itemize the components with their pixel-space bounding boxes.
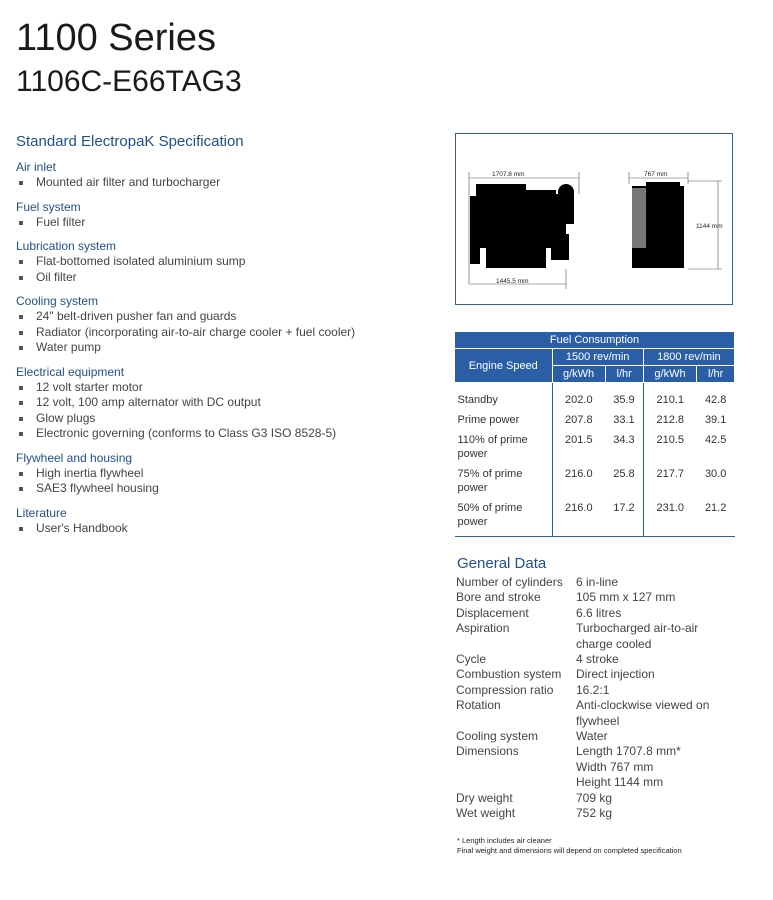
general-data-value: 6.6 litres — [576, 605, 622, 620]
width-dimension-label: 767 mm — [644, 171, 668, 178]
general-data-title: General Data — [457, 555, 547, 572]
general-data-row — [456, 652, 736, 667]
footnote: Final weight and dimensions will depend on completed specification — [457, 845, 682, 855]
general-data-value: 6 in-line — [576, 575, 619, 589]
general-data-value: 709 kg — [576, 790, 613, 805]
general-data-value: Length 1707.8 mm* — [576, 744, 681, 759]
general-data-value: 4 stroke — [576, 652, 619, 667]
fuel-table-row — [455, 430, 735, 464]
spec-section-title: Fuel system — [16, 199, 81, 214]
fuel-value-cell: 42.8 — [704, 394, 727, 406]
general-data-row — [456, 729, 736, 744]
fuel-value-cell: 25.8 — [613, 468, 635, 480]
fuel-row-label: 110% of prime power — [457, 434, 528, 460]
spec-item-list — [16, 215, 436, 231]
engine-diagram-svg — [456, 134, 734, 306]
fuel-table-body — [455, 383, 735, 537]
general-data-value: Anti-clockwise viewed on — [576, 698, 710, 713]
general-data-row — [456, 791, 736, 806]
general-data-key: Combustion system — [456, 667, 562, 682]
spec-list-item: Mounted air filter and turbocharger — [16, 175, 436, 191]
general-data-value: 16.2:1 — [576, 682, 610, 697]
fuel-value-cell: 217.7 — [643, 464, 697, 498]
fuel-table-row — [455, 464, 735, 498]
general-data-value: flywheel — [576, 713, 620, 728]
spec-item-list — [16, 380, 436, 442]
general-data-table — [456, 575, 736, 822]
general-data-key: Compression ratio — [456, 682, 554, 697]
spec-list-item: Glow plugs — [16, 411, 436, 427]
general-data-value: charge cooled — [576, 636, 652, 651]
spec-section-title: Air inlet — [16, 160, 57, 174]
general-data-key — [456, 714, 576, 729]
spec-section-title: Literature — [16, 505, 67, 520]
engine-speed-header: Engine Speed — [455, 349, 553, 383]
general-data-value: Width 767 mm — [576, 759, 654, 774]
speed-1800-header: 1800 rev/min — [643, 349, 734, 366]
general-data-row — [456, 714, 736, 729]
spec-list-item: Flat-bottomed isolated aluminium sump — [16, 254, 436, 270]
engine-diagram — [455, 133, 733, 305]
general-data-value: 752 kg — [576, 806, 613, 821]
fuel-value-cell: 202.0 — [552, 383, 605, 411]
fuel-value-cell: 30.0 — [704, 468, 727, 480]
unit-header: l/hr — [697, 366, 735, 383]
spec-sections — [16, 160, 436, 536]
fuel-value-cell: 21.2 — [697, 498, 735, 537]
fuel-value-cell: 210.1 — [643, 383, 697, 411]
general-data-key: Cycle — [456, 652, 487, 667]
unit-header: g/kWh — [552, 366, 605, 383]
fuel-row-label: Prime power — [457, 414, 520, 426]
fuel-value-cell: 207.8 — [552, 410, 605, 430]
spec-list-item: User's Handbook — [16, 521, 436, 537]
fuel-value-cell: 17.2 — [605, 498, 643, 537]
base-dimension-label: 1445.5 mm — [496, 278, 529, 285]
spec-list-item: 12 volt, 100 amp alternator with DC output — [16, 395, 436, 411]
general-data-key — [456, 637, 576, 652]
general-data-key — [456, 775, 576, 790]
engine-side-view — [470, 184, 574, 268]
spec-list-item: 12 volt starter motor — [16, 380, 436, 396]
fuel-value-cell: 39.1 — [704, 414, 727, 426]
fuel-row-label: Standby — [457, 394, 498, 406]
general-data-key: Wet weight — [456, 806, 516, 821]
spec-list-item: Electronic governing (conforms to Class G3 ISO 8528-5) — [16, 426, 436, 442]
spec-item-list — [16, 175, 436, 191]
general-data-key: Displacement — [456, 605, 529, 620]
general-data-key: Cooling system — [456, 729, 539, 744]
series-title: 1100 Series — [16, 17, 216, 59]
spec-item-list — [16, 521, 436, 537]
general-data-value: Direct injection — [576, 667, 655, 682]
spec-list-item: Radiator (incorporating air-to-air charge cooler + fuel cooler) — [16, 325, 436, 341]
general-data-row — [456, 760, 736, 775]
fuel-table-row — [455, 498, 735, 537]
general-data-value: Water — [576, 729, 608, 744]
unit-header: g/kWh — [643, 366, 697, 383]
fuel-row-label: 75% of prime power — [457, 468, 523, 494]
general-data-row — [456, 806, 736, 821]
spec-list-item: Fuel filter — [16, 215, 436, 231]
spec-heading: Standard ElectropaK Specification — [16, 133, 244, 150]
fuel-value-cell: 216.0 — [552, 498, 605, 537]
fuel-value-cell: 42.5 — [704, 434, 727, 446]
unit-header: l/hr — [605, 366, 643, 383]
general-data-row — [456, 667, 736, 682]
general-data-key: Number of cylinders — [456, 575, 563, 589]
spec-list-item: SAE3 flywheel housing — [16, 481, 436, 497]
engine-front-view — [632, 182, 684, 268]
general-data-row — [456, 637, 736, 652]
general-data-value: 105 mm x 127 mm — [576, 590, 676, 605]
length-dimension-label: 1707.8 mm — [492, 171, 525, 178]
height-dimension-label: 1144 mm — [696, 223, 723, 230]
general-data-key: Rotation — [456, 698, 501, 713]
general-data-row — [456, 775, 736, 790]
fuel-table-title: Fuel Consumption — [455, 332, 735, 349]
fuel-value-cell: 201.5 — [552, 430, 605, 464]
fuel-value-cell: 216.0 — [552, 464, 605, 498]
spec-section-title: Flywheel and housing — [16, 450, 133, 465]
general-data-row — [456, 621, 736, 636]
general-data-row — [456, 698, 736, 713]
fuel-consumption-table — [454, 331, 735, 537]
spec-list-item: High inertia flywheel — [16, 466, 436, 482]
spec-item-list — [16, 254, 436, 285]
general-data-key — [456, 760, 576, 775]
general-data-row — [456, 590, 736, 605]
spec-list-item: 24" belt-driven pusher fan and guards — [16, 309, 436, 325]
fuel-value-cell: 231.0 — [643, 498, 697, 537]
spec-panel — [16, 133, 436, 536]
spec-item-list — [16, 466, 436, 497]
fuel-value-cell: 212.8 — [643, 410, 697, 430]
fuel-table-row — [455, 410, 735, 430]
footnotes — [457, 836, 682, 855]
spec-item-list — [16, 309, 436, 356]
general-data-key: Dimensions — [456, 744, 519, 759]
footnote: * Length includes air cleaner — [457, 836, 552, 845]
general-data-row — [456, 744, 736, 759]
spec-list-item: Water pump — [16, 340, 436, 356]
fuel-value-cell: 35.9 — [613, 394, 635, 406]
fuel-row-label: 50% of prime power — [455, 498, 553, 537]
fuel-table-row — [455, 383, 735, 411]
spec-section-title: Lubrication system — [16, 239, 117, 253]
general-data-value: Turbocharged air-to-air — [576, 621, 699, 636]
general-data-row — [456, 683, 736, 698]
spec-section-title: Cooling system — [16, 294, 99, 308]
general-data-row — [456, 606, 736, 621]
speed-1500-header: 1500 rev/min — [552, 349, 643, 366]
fuel-value-cell: 33.1 — [613, 414, 635, 426]
general-data-key: Dry weight — [456, 790, 513, 805]
spec-list-item: Oil filter — [16, 270, 436, 286]
fuel-value-cell: 210.5 — [643, 430, 697, 464]
general-data-row — [456, 575, 736, 590]
general-data-key: Bore and stroke — [456, 590, 541, 605]
model-title: 1106C-E66TAG3 — [16, 65, 242, 98]
fuel-value-cell: 34.3 — [613, 434, 635, 446]
spec-section-title: Electrical equipment — [16, 364, 125, 379]
general-data-value: Height 1144 mm — [576, 775, 664, 790]
general-data-key: Aspiration — [456, 621, 510, 636]
